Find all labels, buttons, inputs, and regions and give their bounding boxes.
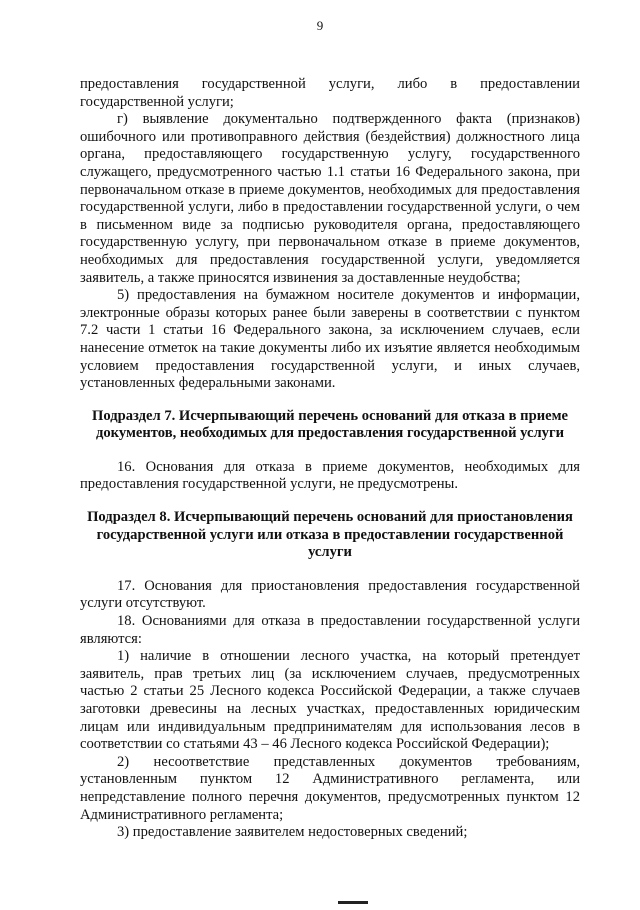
document-body [80,76,580,842]
paragraph: 3) предоставление заявителем недостоверных сведений; [117,824,468,841]
paragraph: 2) несоответствие представленных документов требованиям, установленным пунктом 12 Административного регламента, или непредставление полного перечня документов, предусмотренных пунктом 12 Административного регламента; [80,753,580,823]
paragraph: предоставления государственной услуги, либо в предоставлении государственной услуги; [80,76,580,110]
scan-mark [338,901,368,904]
section-heading: Подраздел 8. Исчерпывающий перечень оснований для приостановления государственной услуги или отказа в предоставлении государственной услуги [87,509,573,561]
paragraph: 18. Основаниями для отказа в предоставлении государственной услуги являются: [80,613,580,647]
page-number: 9 [316,18,324,33]
section-heading: Подраздел 7. Исчерпывающий перечень оснований для отказа в приеме документов, необходимых для предоставления государственной услуги [92,407,568,442]
paragraph: 16. Основания для отказа в приеме документов, необходимых для предоставления государственной услуги, не предусмотрены. [80,458,580,493]
paragraph: 1) наличие в отношении лесного участка, на который претендует заявитель, прав третьих лиц (за исключением случаев, предусмотренных частью 2 статьи 25 Лесного кодекса Российской Федерации, а также случаев заготовки древесины на лесных участках, предоставленных юридическим лицам или индивидуальным предпринимателям для использования лесов в соответствии со статьями 43 – 46 Лесного кодекса Российской Федерации); [80,648,580,753]
paragraph: г) выявление документально подтвержденного факта (признаков) ошибочного или противоправного действия (бездействия) должностного лица органа, предоставляющего государственную услугу, государственного служащего, предусмотренного частью 1.1 статьи 16 Федерального закона, при первоначальном отказе в приеме документов, необходимых для предоставления государственной услуги, либо в предоставлении государственной услуги, о чем в письменном виде за подписью руководителя органа, предоставляющего государственную услугу, при первоначальном отказе в приеме документов, необходимых для предоставления государственной услуги, уведомляется заявитель, а также приносятся извинения за доставленные неудобства; [80,111,580,286]
paragraph: 5) предоставления на бумажном носителе документов и информации, электронные образы которых ранее были заверены в соответствии с пунктом 7.2 части 1 статьи 16 Федерального закона, за исключением случаев, если нанесение отметок на такие документы либо их изъятие является необходимым условием предоставления государственной услуги, и иных случаев, установленных федеральными законами. [80,287,580,392]
paragraph: 17. Основания для приостановления предоставления государственной услуги отсутствуют. [80,577,580,612]
